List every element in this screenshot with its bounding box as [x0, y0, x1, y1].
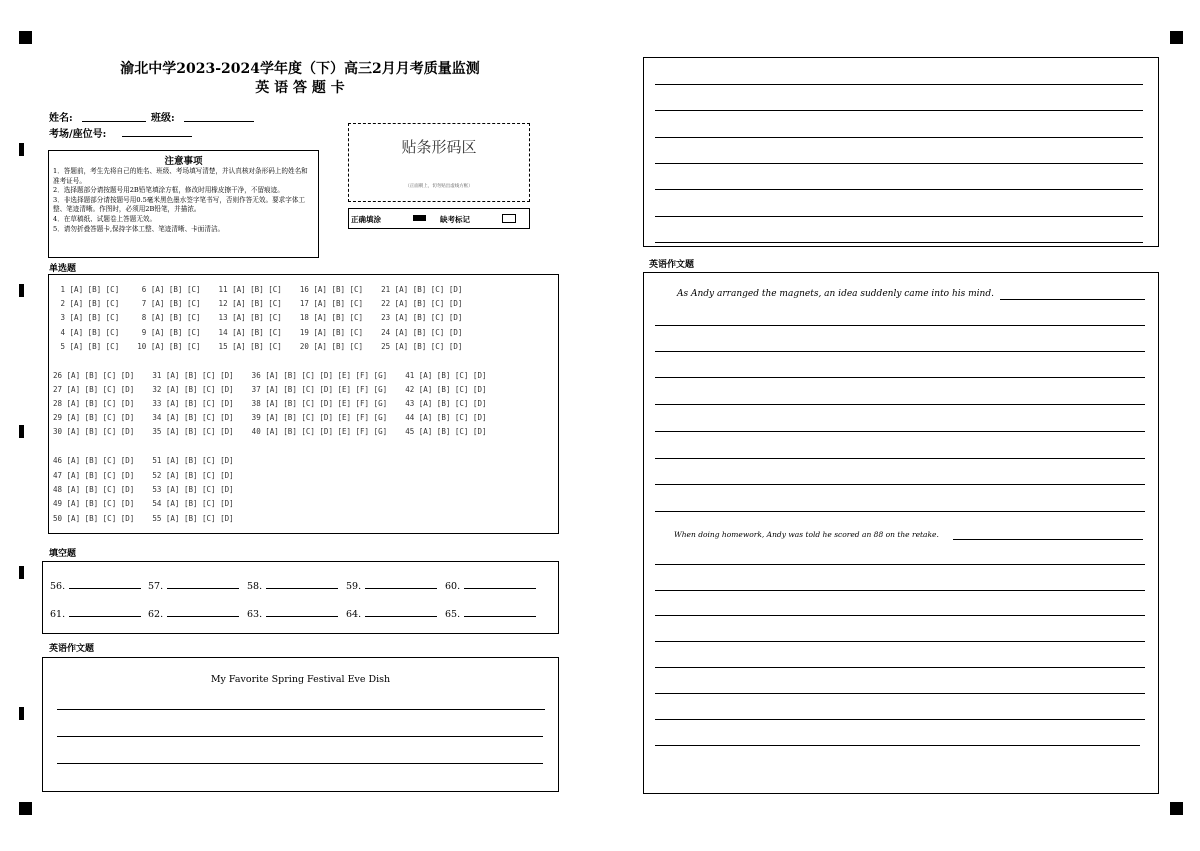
section-essay-left: 英语作文题: [49, 644, 95, 654]
mc-row[interactable]: 29 [A] [B] [C] [D] 34 [A] [B] [C] [D] 39 [A] [B] [C] [D] [E] [F] [G] 44 [A] [B] [C] [D]: [53, 413, 487, 422]
writing-line[interactable]: [655, 458, 1145, 459]
section-fill-blank: 填空题: [49, 549, 77, 559]
corner-mark-bl: [19, 802, 32, 815]
name-field-label: 姓名:: [49, 113, 73, 124]
mc-row[interactable]: 48 [A] [B] [C] [D] 53 [A] [B] [C] [D]: [53, 485, 234, 494]
mc-row[interactable]: 30 [A] [B] [C] [D] 35 [A] [B] [C] [D] 40 [A] [B] [C] [D] [E] [F] [G] 45 [A] [B] [C] [D]: [53, 427, 487, 436]
writing-line[interactable]: [655, 110, 1143, 111]
writing-line[interactable]: [655, 84, 1143, 85]
mc-row[interactable]: 47 [A] [B] [C] [D] 52 [A] [B] [C] [D]: [53, 471, 234, 480]
side-mark: [19, 425, 24, 438]
writing-line[interactable]: [655, 325, 1145, 326]
essay-left-title: My Favorite Spring Festival Eve Dish: [210, 674, 391, 685]
writing-line[interactable]: [655, 641, 1145, 642]
writing-line[interactable]: [655, 745, 1140, 746]
notice-box: [48, 150, 319, 258]
notice-item: 1．答题前，考生先将自己的姓名、班级、考场填写清楚，并认真核对条形码上的姓名和准考证号。: [53, 167, 308, 185]
writing-line[interactable]: [655, 564, 1145, 565]
mc-row[interactable]: 27 [A] [B] [C] [D] 32 [A] [B] [C] [D] 37 [A] [B] [C] [D] [E] [F] [G] 42 [A] [B] [C] [D]: [53, 385, 487, 394]
barcode-hint: （正面朝上，切勿贴出虚线方框）: [405, 184, 473, 189]
side-mark: [19, 143, 24, 156]
absent-mark-label: 缺考标记: [440, 215, 470, 224]
writing-line[interactable]: [655, 667, 1145, 668]
blank-57[interactable]: 57.: [148, 580, 239, 592]
writing-line[interactable]: [655, 137, 1143, 138]
mc-row[interactable]: 26 [A] [B] [C] [D] 31 [A] [B] [C] [D] 36 [A] [B] [C] [D] [E] [F] [G] 41 [A] [B] [C] [D]: [53, 371, 487, 380]
writing-line[interactable]: [655, 351, 1145, 352]
blank-59[interactable]: 59.: [346, 580, 437, 592]
writing-line[interactable]: [57, 709, 545, 710]
blank-61[interactable]: 61.: [50, 608, 141, 620]
mc-row[interactable]: 1 [A] [B] [C] 6 [A] [B] [C] 11 [A] [B] [C] 16 [A] [B] [C] 21 [A] [B] [C] [D]: [56, 285, 463, 294]
page-subtitle: 英 语 答 题 卡: [255, 80, 345, 96]
mc-row[interactable]: 2 [A] [B] [C] 7 [A] [B] [C] 12 [A] [B] [C] 17 [A] [B] [C] 22 [A] [B] [C] [D]: [56, 299, 463, 308]
section-essay-right: 英语作文题: [649, 260, 695, 270]
essay-left-box: [42, 657, 559, 792]
name-field[interactable]: [82, 121, 146, 122]
writing-line[interactable]: [655, 719, 1145, 720]
notice-item: 2．选择题部分请按题号用2B铅笔填涂方框，修改时用橡皮擦干净，不留痕迹。: [53, 186, 284, 195]
writing-line[interactable]: [655, 377, 1145, 378]
blank-60[interactable]: 60.: [445, 580, 536, 592]
mc-row[interactable]: 4 [A] [B] [C] 9 [A] [B] [C] 14 [A] [B] [C] 19 [A] [B] [C] 24 [A] [B] [C] [D]: [56, 328, 463, 337]
absent-mark-checkbox[interactable]: [502, 214, 516, 223]
corner-mark-tr: [1170, 31, 1183, 44]
writing-line[interactable]: [1000, 299, 1145, 300]
mc-row[interactable]: 46 [A] [B] [C] [D] 51 [A] [B] [C] [D]: [53, 456, 234, 465]
corner-mark-tl: [19, 31, 32, 44]
correct-fill-label: 正确填涂: [351, 215, 381, 224]
side-mark: [19, 707, 24, 720]
writing-line[interactable]: [655, 242, 1143, 243]
room-seat-field-label: 考场/座位号:: [49, 129, 107, 140]
barcode-title: 贴条形码区: [401, 138, 477, 156]
writing-line[interactable]: [655, 615, 1145, 616]
fill-legend: [348, 208, 530, 229]
page-title: 渝北中学2023-2024学年度（下）高三2月月考质量监测: [120, 61, 480, 77]
blank-58[interactable]: 58.: [247, 580, 338, 592]
mc-row[interactable]: 28 [A] [B] [C] [D] 33 [A] [B] [C] [D] 38 [A] [B] [C] [D] [E] [F] [G] 43 [A] [B] [C] [D]: [53, 399, 487, 408]
essay-prompt-2: When doing homework, Andy was told he scored an 88 on the retake.: [674, 530, 939, 539]
blank-63[interactable]: 63.: [247, 608, 338, 620]
blank-64[interactable]: 64.: [346, 608, 437, 620]
writing-line[interactable]: [655, 693, 1145, 694]
writing-line[interactable]: [655, 511, 1145, 512]
blank-56[interactable]: 56.: [50, 580, 141, 592]
writing-line[interactable]: [57, 736, 543, 737]
fill-blank-box: [42, 561, 559, 634]
corner-mark-br: [1170, 802, 1183, 815]
mc-row[interactable]: 50 [A] [B] [C] [D] 55 [A] [B] [C] [D]: [53, 514, 234, 523]
section-single-choice: 单选题: [49, 264, 77, 274]
essay-continuation-box: [643, 57, 1159, 247]
notice-title: 注意事项: [164, 156, 203, 167]
notice-item: 4．在草稿纸、试题卷上答题无效。: [53, 214, 157, 223]
side-mark: [19, 284, 24, 297]
writing-line[interactable]: [655, 431, 1145, 432]
mc-row[interactable]: 49 [A] [B] [C] [D] 54 [A] [B] [C] [D]: [53, 499, 234, 508]
writing-line[interactable]: [655, 590, 1145, 591]
correct-fill-sample: [413, 215, 426, 221]
essay-prompt-1: As Andy arranged the magnets, an idea suddenly came into his mind.: [677, 289, 994, 299]
class-field-label: 班级:: [151, 113, 175, 124]
writing-line[interactable]: [655, 404, 1145, 405]
writing-line[interactable]: [57, 763, 543, 764]
writing-line[interactable]: [655, 484, 1145, 485]
class-field[interactable]: [184, 121, 254, 122]
mc-row[interactable]: 3 [A] [B] [C] 8 [A] [B] [C] 13 [A] [B] [C] 18 [A] [B] [C] 23 [A] [B] [C] [D]: [56, 313, 463, 322]
side-mark: [19, 566, 24, 579]
writing-line[interactable]: [655, 216, 1143, 217]
writing-line[interactable]: [655, 189, 1143, 190]
blank-65[interactable]: 65.: [445, 608, 536, 620]
blank-62[interactable]: 62.: [148, 608, 239, 620]
writing-line[interactable]: [655, 163, 1143, 164]
notice-item: 3．非选择题部分请按题号用0.5毫米黑色墨水签字笔书写，否则作答无效。要求字体工整、笔迹清晰。作图时，必须用2B铅笔，并描浓。: [53, 195, 306, 214]
notice-item: 5．请勿折叠答题卡,保持字体工整、笔迹清晰、卡面清洁。: [53, 224, 225, 233]
barcode-area: [348, 123, 530, 202]
mc-row[interactable]: 5 [A] [B] [C] 10 [A] [B] [C] 15 [A] [B] [C] 20 [A] [B] [C] 25 [A] [B] [C] [D]: [56, 342, 463, 351]
writing-line[interactable]: [953, 539, 1143, 540]
room-seat-field[interactable]: [122, 136, 192, 137]
